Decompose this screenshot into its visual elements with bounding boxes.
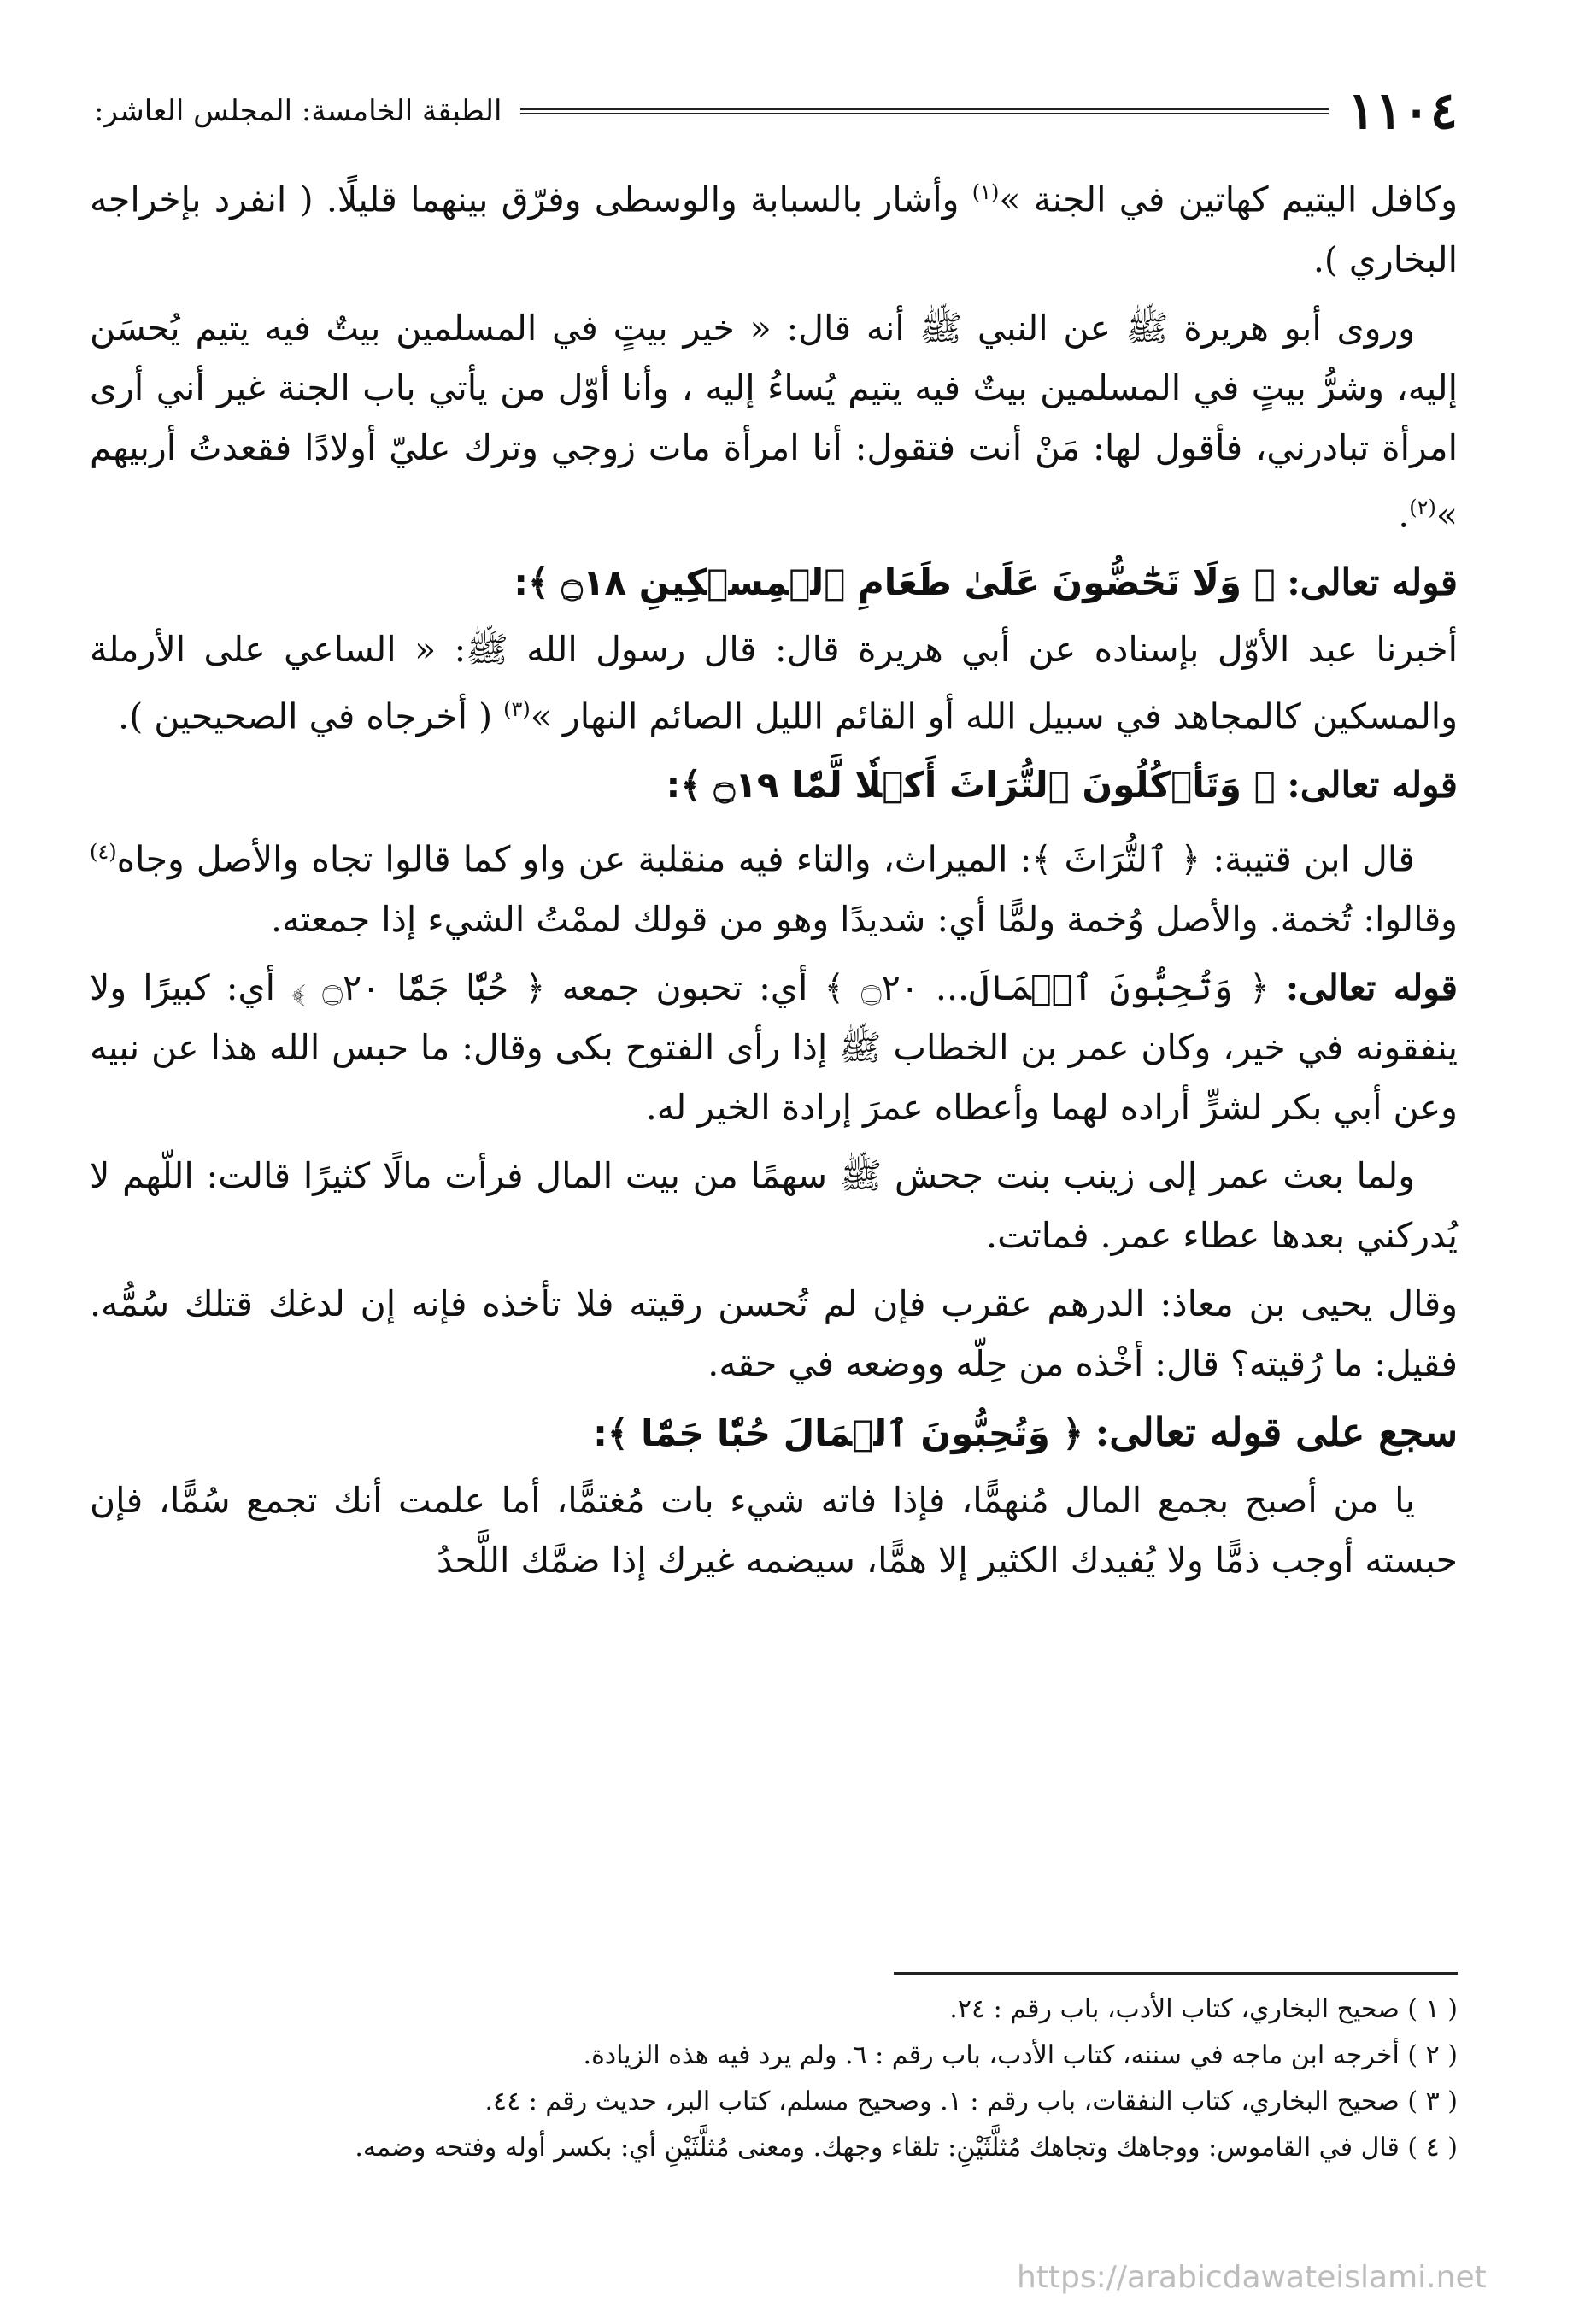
footnote-separator: [894, 1972, 1458, 1975]
footnote-2: ( ٢ ) أخرجه ابن ماجه في سننه، كتاب الأدب، باب رقم : ٦. ولم يرد فيه هذه الزيادة.: [583, 2040, 1458, 2070]
paragraph-1: وكافل اليتيم كهاتين في الجنة »$^{(١)}$ وأشار بالسبابة والوسطى وفرّق بينهما قليلًا. ( انفرد بإخراجه البخاري ).: [90, 179, 1459, 280]
page-number: ١١٠٤: [1347, 81, 1458, 141]
paragraph-7: يا من أصبح بجمع المال مُنهمًّا، فإذا فاته شيء بات مُغتمًّا، أما علمت أنك تجمع سُمًّا، فإن حبسته أوجب ذمًّا ولا يُفيدك الكثير إلا همًّا، سيضمه غيرك إذا ضمَّك اللَّحدُ: [90, 1479, 1458, 1581]
quran-verse-4: ﴿ وَتُحِبُّونَ ٱلۡمَالَ حُبّٗا جَمّٗا ﴾:: [593, 1411, 1084, 1454]
header-title: الطبقة الخامسة: المجلس العاشر:: [94, 94, 502, 128]
paragraph-6: وقال يحيى بن معاذ: الدرهم عقرب فإن لم تُحسن رقيته فلا تأخذه فإنه إن لدغك قتلك سُمُّه. فقيل: ما رُقيته؟ قال: أخْذه من حِلّه ووضعه في حقه.: [90, 1282, 1458, 1384]
paragraph-4: قال ابن قتيبة: ﴿ ٱلتُّرَاثَ ﴾: الميراث، والتاء فيه منقلبة عن واو كما قالوا تجاه والأصل وجاه$^{(٤)}$ وقالوا: تُخمة. والأصل وُخمة ولمًّا أي: شديدًا وهو من قولك لممْتُ الشيء إذا جمعته.: [90, 838, 1458, 940]
paragraph-3: أخبرنا عبد الأوّل بإسناده عن أبي هريرة قال: قال رسول الله ﷺ: « الساعي على الأرملة والمسكين كالمجاهد في سبيل الله أو القائم الليل الصائم النهار »$^{(٣)}$ ( أخرجاه في الصحيحين ).: [90, 629, 1458, 737]
verse-paragraph-3: [90, 958, 1458, 1137]
verse-heading-1: قوله تعالى: ﴿ وَلَا تَحَٰٓضُّونَ عَلَىٰ طَعَامِ ٱلۡمِسۡكِينِ ۝١٨ ﴾:: [514, 561, 1458, 604]
verse-label-3: قوله تعالى:: [1285, 966, 1458, 1008]
verse-heading-4: سجع على قوله تعالى: ﴿ وَتُحِبُّونَ ٱلۡمَالَ حُبّٗا جَمّٗا ﴾:: [593, 1408, 1458, 1455]
footnote-4: ( ٤ ) قال في القاموس: ووجاهك وتجاهك مُثلَّثَيْنِ: تلقاء وجهك. ومعنى مُثلَّثَيْنِ أي: بكسر أوله وفتحه وضمه.: [355, 2133, 1458, 2163]
paragraph-2: وروى أبو هريرة ﷺ عن النبي ﷺ أنه قال: « خير بيتٍ في المسلمين بيتٌ فيه يتيم يُحسَن إليه، وشرُّ بيتٍ في المسلمين بيتٌ فيه يتيم يُساءُ إليه ، وأنا أوّل من يأتي باب الجنة غير أني أرى امرأة تبادرني، فأقول لها: مَنْ أنت فتقول: أنا امرأة مات زوجي وترك عليّ أولادًا فقعدتُ أربيهم »$^{(٢)}$.: [90, 307, 1458, 536]
header-rule: [520, 108, 1329, 114]
verse-commentary-3: ﴿ وَتُحِبُّونَ ٱلۡمَالَ... ۝٢٠ ﴾ أي: تحبون جمعه ﴿ حُبّٗا جَمّٗا ۝٢٠ ﴾ أي: كبيرًا ولا ينفقونه في خير، وكان عمر بن الخطاب ﷺ إذا رأى الفتوح بكى وقال: ما حبس الله هذا عن نبيه وعن أبي بكر لشرٍّ أراده لهما وأعطاه عمرَ إرادة الخير له.: [90, 966, 1458, 1128]
verse-heading-2: قوله تعالى: ﴿ وَتَأۡكُلُونَ ٱلتُّرَاثَ أَكۡلٗا لَّمّٗا ۝١٩ ﴾:: [666, 763, 1458, 806]
footnotes: [90, 1987, 1458, 2171]
running-header: [94, 81, 1458, 141]
footnote-ref-1: (١): [971, 180, 1000, 204]
footnote-3: ( ٣ ) صحيح البخاري، كتاب النفقات، باب رقم : ١. وصحيح مسلم، كتاب البر، حديث رقم : ٤٤.: [484, 2086, 1458, 2116]
footnote-ref-2: (٢): [1409, 495, 1436, 519]
footnote-1: ( ١ ) صحيح البخاري، كتاب الأدب، باب رقم : ٢٤.: [949, 1994, 1458, 2024]
watermark-url: https://arabicdawateislami.net: [1017, 2260, 1487, 2295]
footnote-ref-3: (٣): [503, 697, 531, 722]
paragraph-5: ولما بعث عمر إلى زينب بنت جحش ﷺ سهمًا من بيت المال فرأت مالًا كثيرًا قالت: اللّهم لا يُدركني بعدها عطاء عمر. فماتت.: [90, 1154, 1458, 1256]
quran-verse-1: ﴿ وَلَا تَحَٰٓضُّونَ عَلَىٰ طَعَامِ ٱلۡمِسۡكِينِ ۝١٨ ﴾:: [514, 561, 1276, 604]
quran-verse-2: ﴿ وَتَأۡكُلُونَ ٱلتُّرَاثَ أَكۡلٗا لَّمّٗا ۝١٩ ﴾:: [666, 763, 1276, 806]
footnote-ref-4: (٤): [90, 839, 117, 864]
main-text: [90, 162, 1458, 1599]
